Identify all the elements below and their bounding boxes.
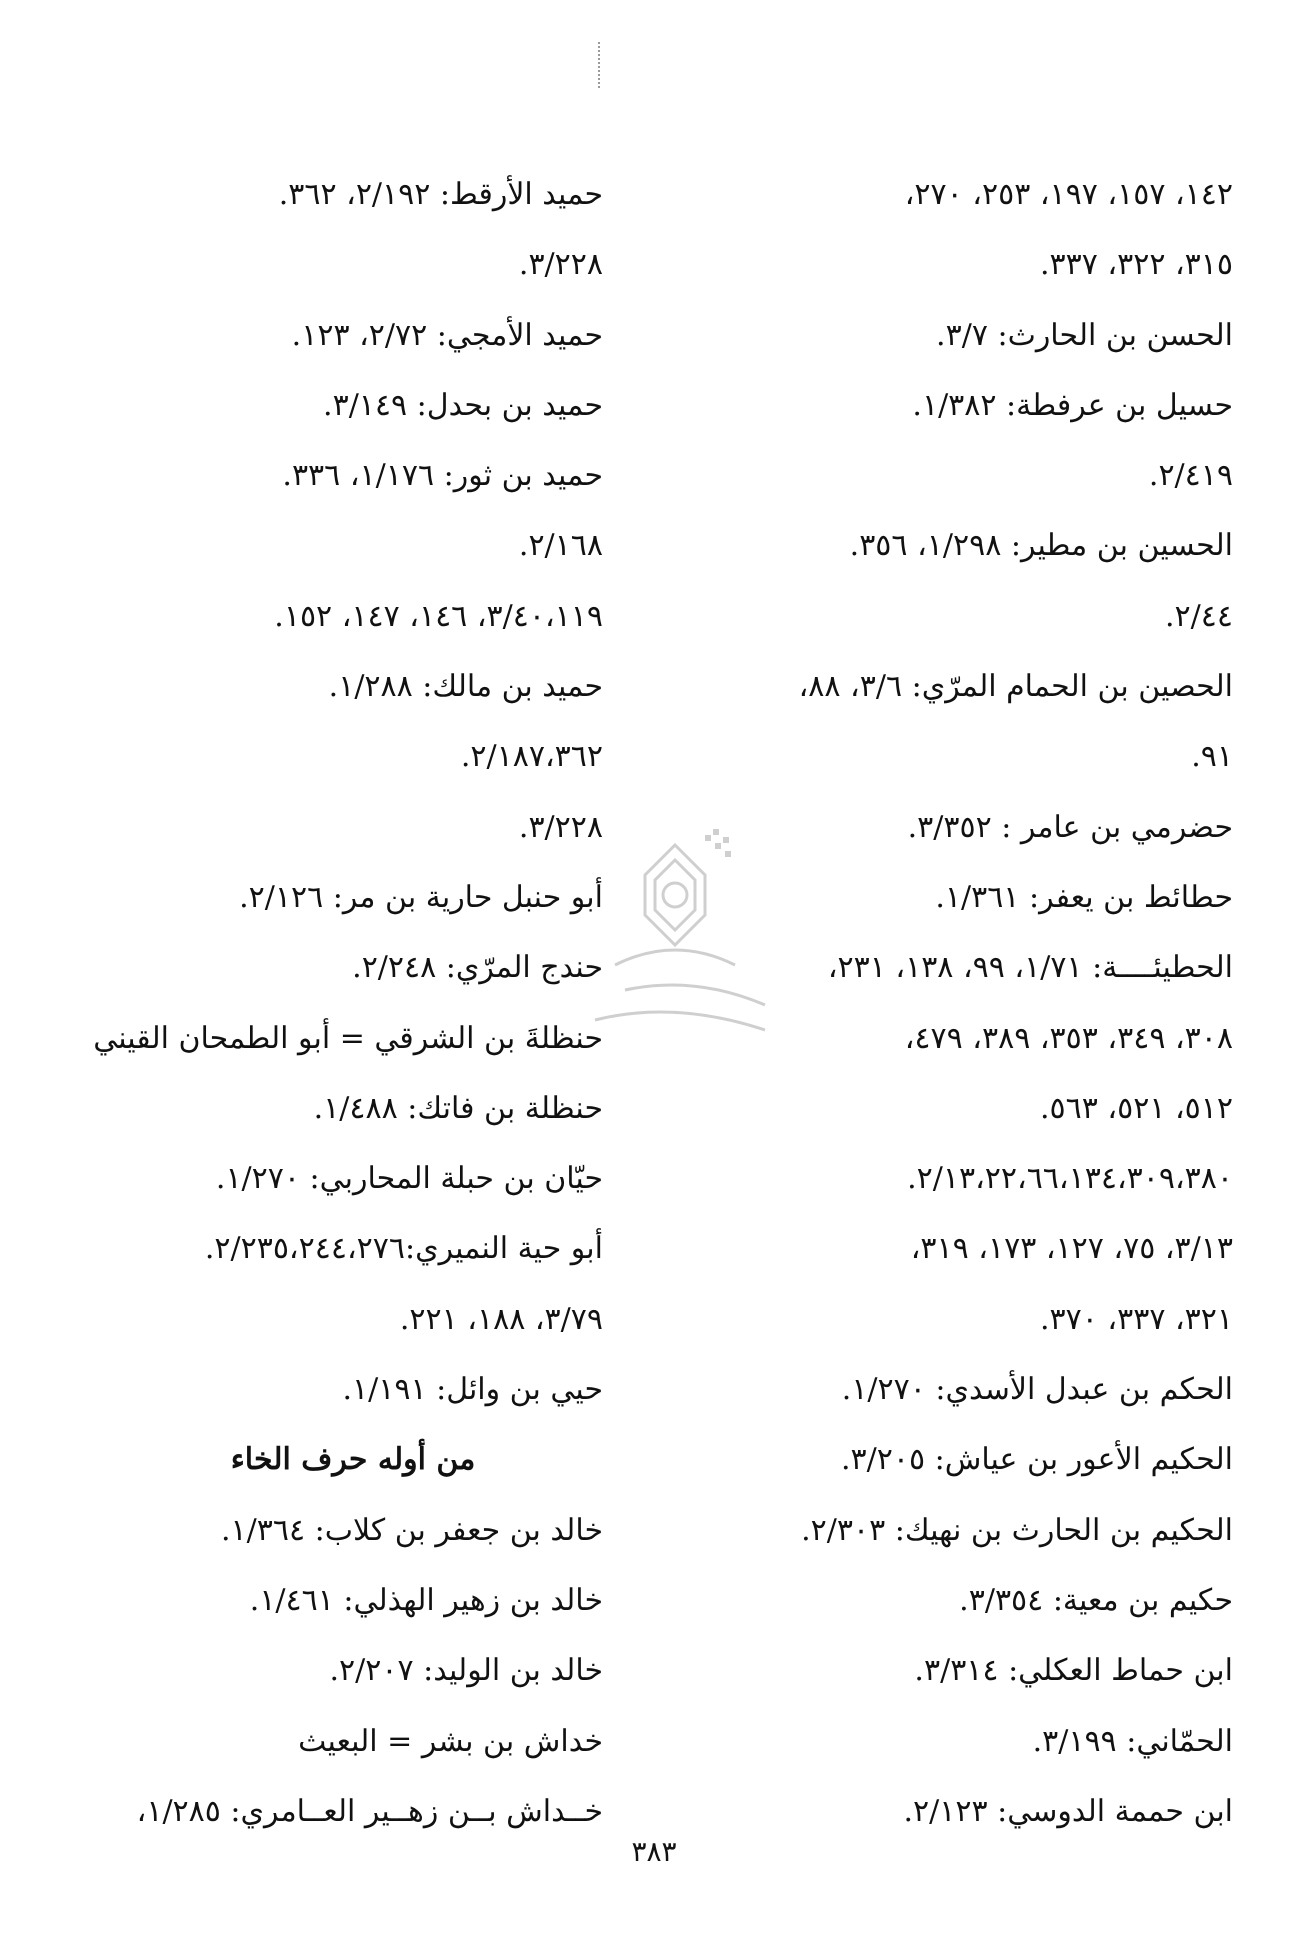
- page-number: ٣٨٣: [631, 1835, 677, 1868]
- index-entry: ٢/١٣،٢٢،٦٦،١٣٤،٣٠٩،٣٨٠.: [907, 1161, 1233, 1197]
- index-entry: الحمّاني: ٣/١٩٩.: [1032, 1723, 1233, 1759]
- index-entry: حميد بن ثور: ١/١٧٦، ٣٣٦.: [282, 458, 603, 494]
- right-column: [678, 160, 1233, 1847]
- index-entry: ٣/٧٩، ١٨٨، ٢٢١.: [399, 1301, 603, 1337]
- index-entry: خالد بن زهير الهذلي: ١/٤٦١.: [249, 1582, 603, 1618]
- index-entry: حميد الأمجي: ٢/٧٢، ١٢٣.: [291, 317, 603, 353]
- index-entry: حميد الأرقط: ٢/١٩٢، ٣٦٢.: [278, 177, 603, 212]
- index-entry: ٢/٤٤.: [1165, 598, 1233, 634]
- index-entry: حميد بن مالك: ١/٢٨٨.: [328, 669, 603, 705]
- index-entry: خالد بن جعفر بن كلاب: ١/٣٦٤.: [220, 1512, 603, 1548]
- index-entry: ابن حممة الدوسي: ٢/١٢٣.: [903, 1793, 1233, 1829]
- index-entry: ٣٢١، ٣٣٧، ٣٧٠.: [1039, 1301, 1233, 1337]
- index-entry: أبو حية النميري:٢/٢٣٥،٢٤٤،٢٧٦.: [204, 1231, 603, 1267]
- index-entry: الحطيئــــة: ١/٧١، ٩٩، ١٣٨، ٢٣١،: [827, 950, 1233, 986]
- index-entry: حطائط بن يعفر: ١/٣٦١.: [935, 879, 1233, 915]
- index-entry: ابن حماط العكلي: ٣/٣١٤.: [914, 1653, 1233, 1689]
- index-entry: ٢/١٨٧،٣٦٢.: [460, 739, 603, 775]
- index-entry: ٣/١٣، ٧٥، ١٢٧، ١٧٣، ٣١٩،: [910, 1231, 1233, 1267]
- index-entry: حيّان بن حبلة المحاربي: ١/٢٧٠.: [215, 1161, 603, 1197]
- index-entry: حندج المرّي: ٢/٢٤٨.: [352, 950, 603, 986]
- index-entry: حضرمي بن عامر : ٣/٣٥٢.: [907, 809, 1233, 845]
- section-heading: من أوله حرف الخاء: [230, 1442, 476, 1478]
- index-entry: ١٤٢، ١٥٧، ١٩٧، ٢٥٣، ٢٧٠،: [904, 177, 1233, 212]
- index-entry: حيي بن وائل: ١/١٩١.: [342, 1372, 603, 1408]
- index-entry: خداش بن بشر = البعيث: [298, 1723, 603, 1759]
- index-entry: ٩١.: [1191, 739, 1233, 775]
- index-entry: حميد بن بحدل: ٣/١٤٩.: [323, 387, 603, 423]
- index-entry: خالد بن الوليد: ٢/٢٠٧.: [329, 1653, 603, 1689]
- index-entry: الحسين بن مطير: ١/٢٩٨، ٣٥٦.: [849, 528, 1233, 564]
- index-entry: حنظلة بن فاتك: ١/٤٨٨.: [313, 1090, 603, 1126]
- index-entry: الحسن بن الحارث: ٣/٧.: [936, 317, 1233, 353]
- index-entry: حسيل بن عرفطة: ١/٣٨٢.: [912, 387, 1233, 423]
- index-entry: ٣/٢٢٨.: [518, 809, 603, 845]
- index-entry: ٥١٢، ٥٢١، ٥٦٣.: [1039, 1090, 1233, 1126]
- index-entry: حكيم بن معية: ٣/٣٥٤.: [959, 1582, 1233, 1618]
- index-entry: ٣/٤٠،١١٩، ١٤٦، ١٤٧، ١٥٢.: [274, 598, 603, 634]
- index-entry: ٣/٢٢٨.: [518, 247, 603, 283]
- top-margin-mark: [598, 42, 604, 88]
- index-entry: ٢/٤١٩.: [1148, 458, 1233, 494]
- index-entry: أبو حنبل حارية بن مر: ٢/١٢٦.: [239, 879, 603, 915]
- index-entry: الحكيم الأعور بن عياش: ٣/٢٠٥.: [840, 1442, 1233, 1478]
- index-entry: الحكم بن عبدل الأسدي: ١/٢٧٠.: [841, 1372, 1233, 1408]
- index-entry: خــداش بــن زهــير العــامري: ١/٢٨٥،: [136, 1793, 603, 1829]
- index-entry: الحصين بن الحمام المرّي: ٣/٦، ٨٨،: [798, 669, 1233, 705]
- left-column: [43, 160, 603, 1847]
- index-entry: ٣٠٨، ٣٤٩، ٣٥٣، ٣٨٩، ٤٧٩،: [904, 1020, 1233, 1056]
- index-entry: ٣١٥، ٣٢٢، ٣٣٧.: [1039, 247, 1233, 283]
- index-entry: حنظلةَ بن الشرقي = أبو الطمحان القيني: [93, 1020, 603, 1056]
- index-entry: ٢/١٦٨.: [518, 528, 603, 564]
- index-entry: الحكيم بن الحارث بن نهيك: ٢/٣٠٣.: [801, 1512, 1233, 1548]
